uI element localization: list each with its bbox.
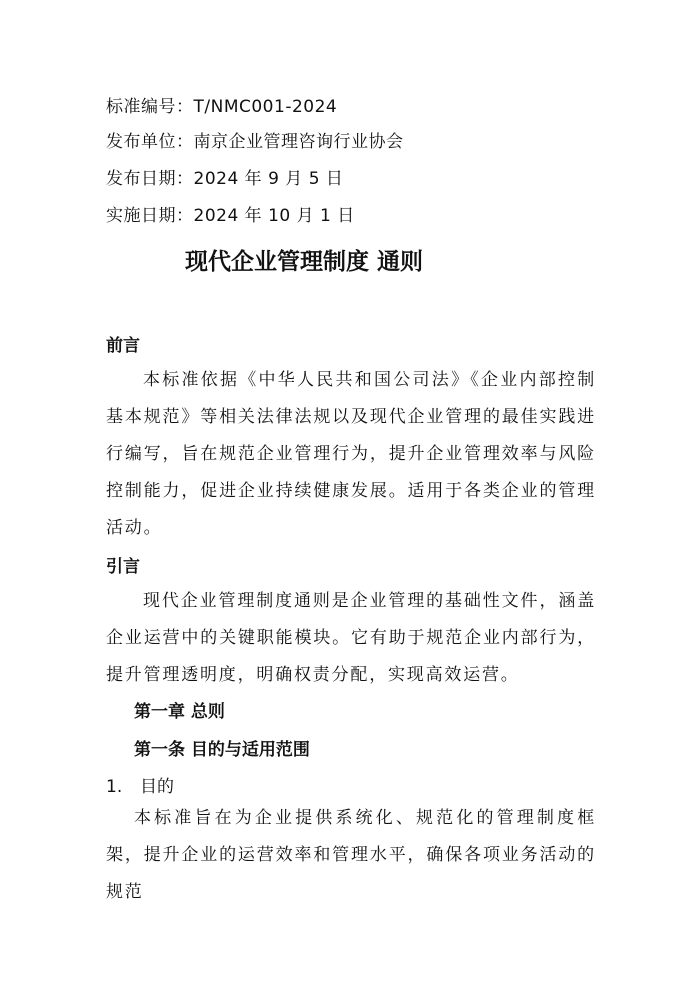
effective-date: 实施日期：2024 年 10 月 1 日 [106,206,355,226]
purpose-paragraph: 本标准旨在为企业提供系统化、规范化的管理制度框架，提升企业的运营效率和管理水平，确保各项业务活动的规范 [106,808,596,902]
chapter-title: 第一章 总则 [134,702,225,722]
standard-number: 标准编号：T/NMC001-2024 [106,97,338,117]
publisher: 发布单位：南京企业管理咨询行业协会 [106,132,404,152]
list-item [106,772,174,797]
item-label: 目的 [140,777,174,797]
publish-date: 发布日期：2024 年 9 月 5 日 [106,169,344,189]
foreword-paragraph: 本标准依据《中华人民共和国公司法》《企业内部控制基本规范》等相关法律法规以及现代企业管理的最佳实践进行编写，旨在规范企业管理行为，提升企业管理效率与风险控制能力，促进企业持续健康发展。适用于各类企业的管理活动。 [106,370,596,538]
foreword-heading: 前言 [106,336,140,356]
document-title: 现代企业管理制度 通则 [185,249,424,275]
introduction-heading: 引言 [106,557,140,577]
article-title: 第一条 目的与适用范围 [134,740,310,760]
introduction-paragraph: 现代企业管理制度通则是企业管理的基础性文件，涵盖企业运营中的关键职能模块。它有助于规范企业内部行为，提升管理透明度，明确权责分配，实现高效运营。 [106,591,596,685]
item-number: 1. [106,777,123,797]
